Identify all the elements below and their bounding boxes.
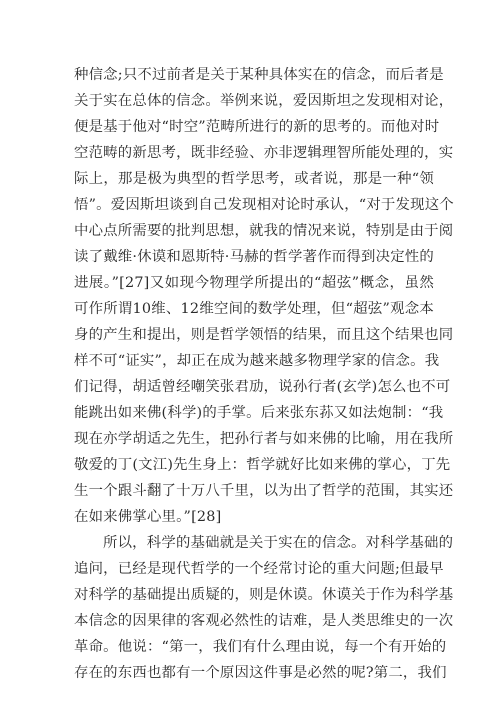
text-line: 空范畴的新思考，既非经验、亦非逻辑理智所能处理的，实	[74, 145, 454, 161]
text-line: 本信念的因果律的客观必然性的诘难，是人类思维史的一次	[74, 613, 454, 629]
paragraph-1	[74, 62, 454, 530]
text-line: 现在亦学胡适之先生，把孙行者与如来佛的比喻，用在我所	[74, 431, 454, 447]
text-line: 可作所谓10维、12维空间的数学处理，但“超弦”观念本	[74, 301, 434, 317]
text-line: 追问，已经是现代哲学的一个经常讨论的重大问题;但最早	[74, 561, 444, 577]
text-line: 在如来佛掌心里。”[28]	[74, 509, 222, 525]
text-line: 对科学的基础提出质疑的，则是休谟。休谟关于作为科学基	[74, 587, 454, 603]
text-line: 样不可“证实”，却正在成为越来越多物理学家的信念。我	[74, 353, 440, 369]
text-line: 际上，那是极为典型的哲学思考，或者说，那是一种“领	[74, 171, 434, 187]
text-line: 悟”。爱因斯坦谈到自己发现相对论时承认，“对于发现这个	[74, 197, 454, 213]
text-line: 能跳出如来佛(科学)的手掌。后来张东荪又如法炮制：“我	[74, 405, 444, 421]
paragraph-2	[74, 530, 454, 686]
text-line: 便是基于他对“时空”范畴所进行的新的思考的。而他对时	[74, 119, 440, 135]
text-line: 中心点所需要的批判思想，就我的情况来说，特别是由于阅	[74, 223, 454, 239]
text-line: 关于实在总体的信念。举例来说，爱因斯坦之发现相对论，	[74, 93, 454, 109]
text-line: 生一个跟斗翻了十万八千里，以为出了哲学的范围，其实还	[74, 483, 454, 499]
text-line: 们记得，胡适曾经嘲笑张君劢，说孙行者(玄学)怎么也不可	[74, 379, 451, 395]
text-line: 身的产生和提出，则是哲学领悟的结果，而且这个结果也同	[74, 327, 454, 343]
text-line: 读了戴维·休谟和恩斯特·马赫的哲学著作而得到决定性的	[74, 249, 434, 265]
text-line: 存在的东西也都有一个原因这件事是必然的呢?第二，我们	[74, 665, 447, 681]
text-line: 进展。”[27]又如现今物理学所提出的“超弦”概念，虽然	[74, 275, 434, 291]
text-line: 所以，科学的基础就是关于实在的信念。对科学基础的	[103, 535, 454, 551]
text-line: 种信念;只不过前者是关于某种具体实在的信念，而后者是	[74, 67, 444, 83]
document-body	[74, 62, 454, 686]
text-line: 敬爱的丁(文江)先生身上：哲学就好比如来佛的掌心，丁先	[74, 457, 451, 473]
text-line: 革命。他说：“第一，我们有什么理由说，每一个有开始的	[74, 639, 447, 655]
